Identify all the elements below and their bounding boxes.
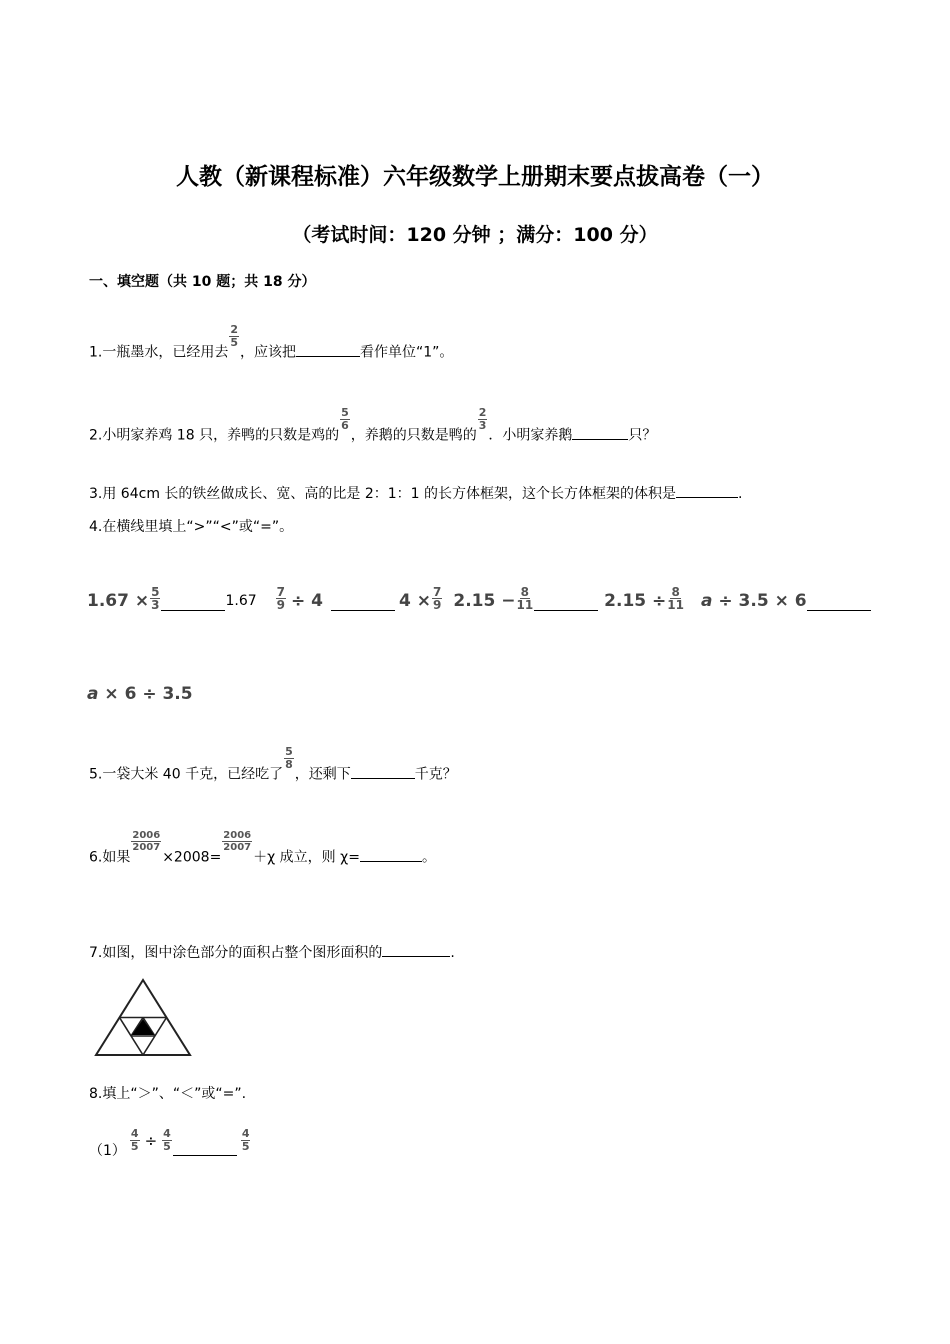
question-text: ．小明家养鹅 <box>488 427 573 444</box>
question-text: 3.用 64cm 长的铁丝做成长、宽、高的比是 2：1：1 的长方体框架，这个长方体框架的体积是 <box>89 486 677 502</box>
fraction: $\frac{7}{9}$ <box>276 585 285 612</box>
answer-blank[interactable] <box>534 596 598 611</box>
answer-blank[interactable] <box>351 764 415 779</box>
answer-blank[interactable] <box>382 942 450 957</box>
triangle-figure <box>94 978 192 1058</box>
fraction: $\frac{8}{11}$ <box>516 585 534 612</box>
answer-blank[interactable] <box>807 596 871 611</box>
section-heading: 一、填空题（共 10 题；共 18 分） <box>89 274 316 290</box>
question-text: 千克？ <box>414 766 457 783</box>
fraction: $\frac{5}{3}$ <box>151 585 160 612</box>
answer-blank[interactable] <box>173 1141 237 1156</box>
expression: 4 × <box>399 591 431 611</box>
expression: ÷ 4 <box>291 591 323 611</box>
fraction: $\frac{2}{3}$ <box>478 406 487 432</box>
expression: 2.15 − <box>453 591 516 611</box>
answer-blank[interactable] <box>572 425 628 440</box>
fraction: $\frac{4}{5}$ <box>241 1127 250 1153</box>
question-text: ，养鹅的只数是鸭的 <box>350 427 477 444</box>
question-3 <box>89 483 742 504</box>
fraction: $\frac{2006}{2007}$ <box>223 830 252 853</box>
question-1 <box>89 323 454 365</box>
fraction: $\frac{5}{8}$ <box>285 745 293 771</box>
expression: a ÷ 3.5 × 6 <box>700 591 807 611</box>
question-4: 4.在横线里填上“>”“<”或“=”。 <box>89 519 294 535</box>
fraction: $\frac{8}{11}$ <box>667 585 684 612</box>
question-5 <box>89 745 457 787</box>
answer-blank[interactable] <box>296 342 360 357</box>
expression: 2.15 ÷ <box>604 591 667 611</box>
question-6 <box>89 830 436 869</box>
question-text: ×2008= <box>162 849 222 866</box>
answer-blank[interactable] <box>331 596 395 611</box>
question-text: 5.一袋大米 40 千克，已经吃了 <box>89 766 284 783</box>
question-8-part-1 <box>89 1127 251 1159</box>
answer-blank[interactable] <box>676 483 738 498</box>
fraction: $\frac{7}{9}$ <box>433 585 442 612</box>
question-text: 2.小明家养鸡 18 只，养鸭的只数是鸡的 <box>89 427 340 444</box>
question-7 <box>89 942 455 963</box>
question-text: 7.如图，图中涂色部分的面积占整个图形面积的 <box>89 945 383 961</box>
question-2 <box>89 406 657 448</box>
page-subtitle: （考试时间：120 分钟 ；满分：100 分） <box>292 224 658 246</box>
fraction: $\frac{4}{5}$ <box>130 1127 139 1153</box>
expression: a × 6 ÷ 3.5 <box>87 684 193 704</box>
question-text: 。 <box>421 849 436 866</box>
operator: ÷ <box>144 1131 158 1150</box>
question-text: ，还剩下 <box>294 766 351 783</box>
expression-value: 1.67 <box>225 593 257 609</box>
fraction: $\frac{2006}{2007}$ <box>132 830 161 853</box>
question-8: 8.填上“＞”、“＜”或“=”. <box>89 1086 247 1102</box>
answer-blank[interactable] <box>161 596 225 611</box>
comparison-row <box>87 586 871 611</box>
question-text: ＋χ 成立，则 χ= <box>253 849 360 866</box>
expression: 1.67 × <box>87 591 150 611</box>
question-text: ，应该把 <box>240 344 297 361</box>
fraction: $\frac{2}{5}$ <box>230 323 239 349</box>
page-title: 人教（新课程标准）六年级数学上册期末要点拔高卷（一） <box>176 164 774 190</box>
question-text: 1.一瓶墨水，已经用去 <box>89 344 229 361</box>
fraction: $\frac{4}{5}$ <box>163 1127 171 1153</box>
question-text: . <box>738 486 743 502</box>
fraction: $\frac{5}{6}$ <box>341 406 349 432</box>
question-text: 6.如果 <box>89 849 131 866</box>
part-label: （1） <box>89 1142 126 1159</box>
question-text: 只？ <box>628 427 657 444</box>
question-text: . <box>450 945 455 961</box>
shaded-triangle <box>132 1019 154 1035</box>
answer-blank[interactable] <box>360 847 422 862</box>
question-text: 看作单位“1”。 <box>360 344 454 361</box>
